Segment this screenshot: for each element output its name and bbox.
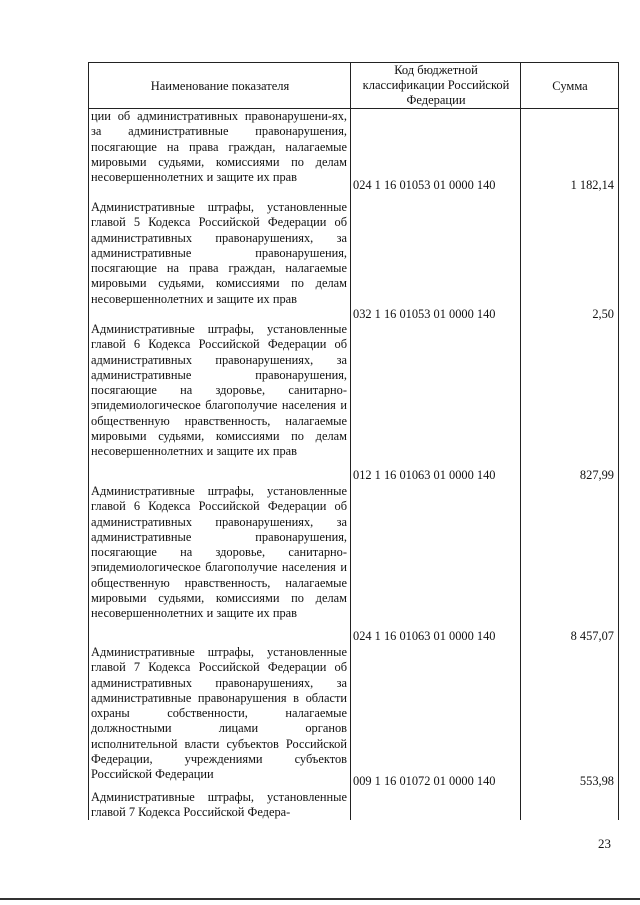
row-1-code: 024 1 16 01053 01 0000 140 (353, 178, 496, 192)
row-1-description: ции об административных правонарушени-ях, за административные правонарушения, посягающие на права граждан, налагаемые мировыми судьями, комиссиями по делам несовершеннолетних и защите их прав (91, 109, 347, 185)
header-sum: Сумма (552, 79, 588, 93)
row-2-description: Административные штрафы, установленные главой 5 Кодекса Российской Федерации об административных правонарушениях, за административные правонарушения, посягающие на права граждан, налагаемые мировыми судьями, комиссиями по делам несовершеннолетних и защите их прав (91, 200, 347, 306)
row-4-code: 024 1 16 01063 01 0000 140 (353, 629, 496, 643)
row-5-description: Административные штрафы, установленные главой 7 Кодекса Российской Федерации об административных правонарушениях, за административные правонарушения в области охраны собственности, налагаемые должностными лицами органов исполнительной власти субъектов Российской Федерации, учреждениями субъектов Российской Федерации (91, 645, 347, 782)
scan-bottom-edge (0, 898, 640, 900)
header-code: Код бюджетной классификации Российской Федерации (362, 63, 510, 107)
row-1-sum: 1 182,14 (570, 178, 614, 192)
page-number: 23 (598, 836, 611, 851)
row-3-description: Административные штрафы, установленные главой 6 Кодекса Российской Федерации об административных правонарушениях, за административные правонарушения, посягающие на здоровье, санитарно-эпидемиологическое благополучие населения и общественную нравственность, налагаемые мировыми судьями, комиссиями по делам несовершеннолетних и защите их прав (91, 322, 347, 459)
row-5-code: 009 1 16 01072 01 0000 140 (353, 774, 496, 788)
column-divider-2 (520, 62, 521, 820)
row-5-sum: 553,98 (579, 774, 614, 788)
column-divider-1 (350, 62, 351, 820)
table-right-border (618, 62, 619, 820)
row-4-description: Административные штрафы, установленные главой 6 Кодекса Российской Федерации об административных правонарушениях, за административные правонарушения, посягающие на здоровье, санитарно-эпидемиологическое благополучие населения и общественную нравственность, налагаемые мировыми судьями, комиссиями по делам несовершеннолетних и защите их прав (91, 484, 347, 621)
row-2-sum: 2,50 (592, 307, 614, 321)
row-4-sum: 8 457,07 (570, 629, 614, 643)
row-3-code: 012 1 16 01063 01 0000 140 (353, 468, 496, 482)
header-name: Наименование показателя (150, 79, 290, 93)
row-6-description: Административные штрафы, установленные главой 7 Кодекса Российской Федера- (91, 790, 347, 820)
row-2-code: 032 1 16 01053 01 0000 140 (353, 307, 496, 321)
row-3-sum: 827,99 (579, 468, 614, 482)
table-left-border (88, 62, 89, 820)
